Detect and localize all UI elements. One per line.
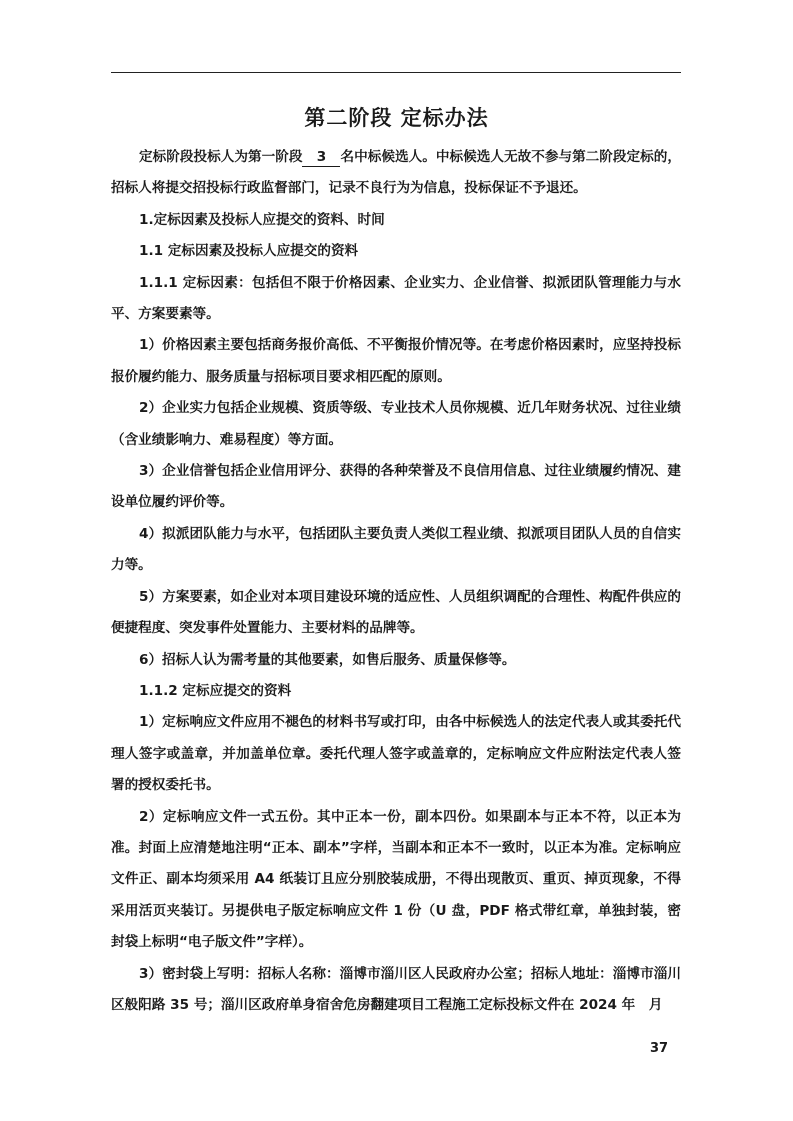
page-number: 37: [650, 1041, 669, 1056]
intro-text-before: 定标阶段投标人为第一阶段: [139, 149, 303, 165]
page-title: 第二阶段 定标办法: [304, 106, 489, 130]
section-heading-1: 1.定标因素及投标人应提交的资料、时间: [139, 211, 385, 228]
material-signature-paragraph: 1）定标响应文件应用不褪色的材料书写或打印，由各中标候选人的法定代表人或其委托代理人签字或盖章，并加盖单位章。委托代理人签字或盖章的，定标响应文件应附法定代表人签署的授权委托书。: [111, 714, 681, 794]
intro-paragraph: [111, 142, 681, 205]
candidate-count-blank: 3: [302, 148, 340, 167]
factor-strength-paragraph: 2）企业实力包括企业规模、资质等级、专业技术人员你规模、近几年财务状况、过往业绩（含业绩影响力、难易程度）等方面。: [111, 400, 681, 448]
section-1-1-1-paragraph: 1.1.1 定标因素：包括但不限于价格因素、企业实力、企业信誉、拟派团队管理能力与水平、方案要素等。: [111, 274, 681, 323]
factor-other-paragraph: 6）招标人认为需考量的其他要素，如售后服务、质量保修等。: [139, 651, 516, 668]
header-rule: [111, 72, 681, 73]
factor-price-paragraph: 1）价格因素主要包括商务报价高低、不平衡报价情况等。在考虑价格因素时，应坚持投标报价履约能力、服务质量与招标项目要求相匹配的原则。: [111, 337, 681, 385]
material-copies-paragraph: 2）定标响应文件一式五份。其中正本一份，副本四份。如果副本与正本不符，以正本为准。封面上应清楚地注明“正本、副本”字样，当副本和正本不一致时，以正本为准。定标响应文件正、副本均须采用 A4 纸装订且应分别胶装成册，不得出现散页、重页、掉页现象，不得采用活页夹装订。另提供电子版定标响应文件 1 份（U 盘，PDF 格式带红章，单独封装，密封袋上标明“电子版文件”字样）。: [111, 808, 681, 951]
document-body: [111, 142, 681, 1021]
intro-text-after: 名中标候选人。中标候选人无故不参与第二阶段定标的，招标人将提交招投标行政监督部门，记录不良行为为信息，投标保证不予退还。: [111, 149, 682, 197]
factor-plan-paragraph: 5）方案要素，如企业对本项目建设环境的适应性、人员组织调配的合理性、构配件供应的便捷程度、突发事件处置能力、主要材料的品牌等。: [111, 588, 681, 637]
factor-team-paragraph: 4）拟派团队能力与水平，包括团队主要负责人类似工程业绩、拟派项目团队人员的自信实力等。: [111, 525, 681, 574]
section-heading-1-1: 1.1 定标因素及投标人应提交的资料: [139, 243, 359, 260]
section-heading-1-1-2: 1.1.2 定标应提交的资料: [139, 682, 292, 699]
factor-credit-paragraph: 3）企业信誉包括企业信用评分、获得的各种荣誉及不良信用信息、过往业绩履约情况、建设单位履约评价等。: [111, 463, 681, 511]
material-envelope-paragraph: 3）密封袋上写明：招标人名称：淄博市淄川区人民政府办公室；招标人地址：淄博市淄川区般阳路 35 号；淄川区政府单身宿舍危房翻建项目工程施工定标投标文件在 2024 年 月: [111, 965, 681, 1013]
